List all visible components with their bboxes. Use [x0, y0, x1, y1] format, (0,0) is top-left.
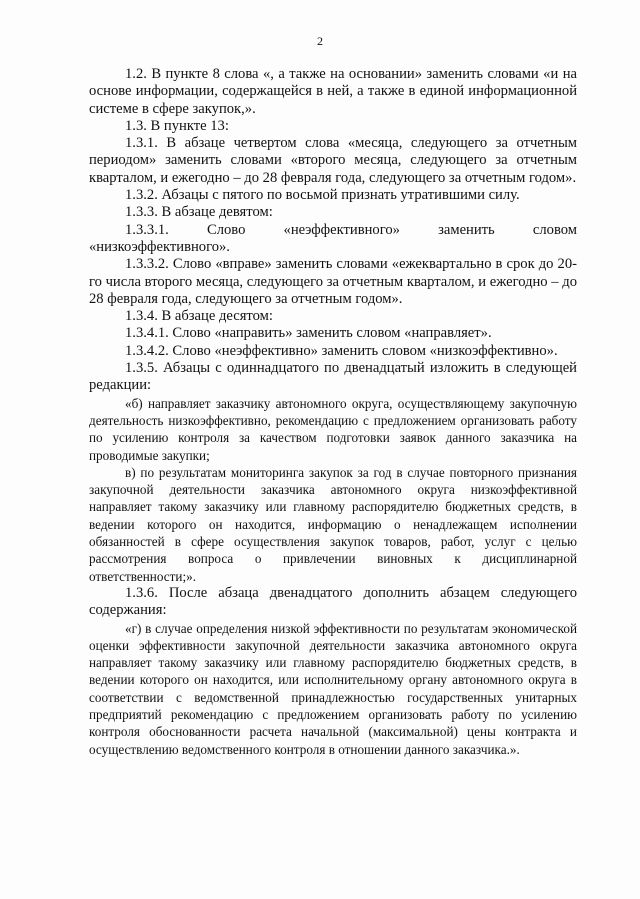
paragraph-1-3-6: 1.3.6. После абзаца двенадцатого дополнить абзацем следующего содержания: — [89, 584, 577, 619]
paragraph-1-3-4-1: 1.3.4.1. Слово «направить» заменить словом «направляет». — [125, 325, 492, 342]
paragraph-1-3-3-1: 1.3.3.1. Слово «неэффективного» заменить словом «низкоэффективного». — [89, 221, 577, 255]
paragraph-1-3: 1.3. В пункте 13: — [125, 117, 229, 134]
paragraph-1-3-3-2: 1.3.3.2. Слово «вправе» заменить словами «ежеквартально в срок до 20-го числа второго месяца, следующего за отчетным кварталом, и ежегодно – до 28 февраля года, следующего за отчетным годом». — [89, 256, 577, 307]
paragraph-1-3-3: 1.3.3. В абзаце девятом: — [125, 204, 273, 221]
paragraph-quote-g: «г) в случае определения низкой эффективности по результатам экономической оценки эффективности закупочной деятельности заказчика автономного округа направляет такому заказчику или главному распорядителю бюджетных средств, в ведении которого он находится, или исполнительному органу автономного округа в соответствии с ведомственной принадлежностью государственных унитарных предприятий рекомендацию с предложением организовать работу по усилению контроля обоснованности расчета начальной (максимальной) цены контракта и осуществлению ведомственного контроля в отношении данного заказчика.». — [89, 620, 577, 757]
paragraph-1-3-4: 1.3.4. В абзаце десятом: — [125, 308, 273, 325]
paragraph-quote-b: «б) направляет заказчику автономного округа, осуществляющему закупочную деятельность низкоэффективно, рекомендацию с предложением организовать работу по усилению контроля за качеством подготовки заявок данного заказчика на проводимые закупки; — [89, 395, 577, 463]
paragraph-1-3-5: 1.3.5. Абзацы с одиннадцатого по двенадцатый изложить в следующей редакции: — [89, 360, 577, 394]
paragraph-1-2: 1.2. В пункте 8 слова «, а также на основании» заменить словами «и на основе информации, содержащейся в ней, а также в единой информационной системе в сфере закупок,». — [89, 66, 577, 117]
document-body — [89, 66, 577, 758]
page-number: 2 — [317, 34, 323, 48]
paragraph-quote-v: в) по результатам мониторинга закупок за год в случае повторного признания закупочной деятельности заказчика автономного округа низкоэффективной направляет такому заказчику или главному распорядителю бюджетных средств, в ведении которого он находится, информацию о ненадлежащем исполнении обязанностей в сфере осуществления закупок товаров, работ, услуг с целью рассмотрения вопроса о привлечении виновных к дисциплинарной ответственности;». — [89, 464, 577, 584]
paragraph-1-3-2: 1.3.2. Абзацы с пятого по восьмой признать утратившими силу. — [125, 187, 520, 204]
paragraph-1-3-1: 1.3.1. В абзаце четвертом слова «месяца, следующего за отчетным периодом» заменить словами «второго месяца, следующего за отчетным кварталом, и ежегодно – до 28 февраля года, следующего за отчетным годом». — [89, 135, 577, 186]
paragraph-1-3-4-2: 1.3.4.2. Слово «неэффективно» заменить словом «низкоэффективно». — [125, 342, 558, 359]
